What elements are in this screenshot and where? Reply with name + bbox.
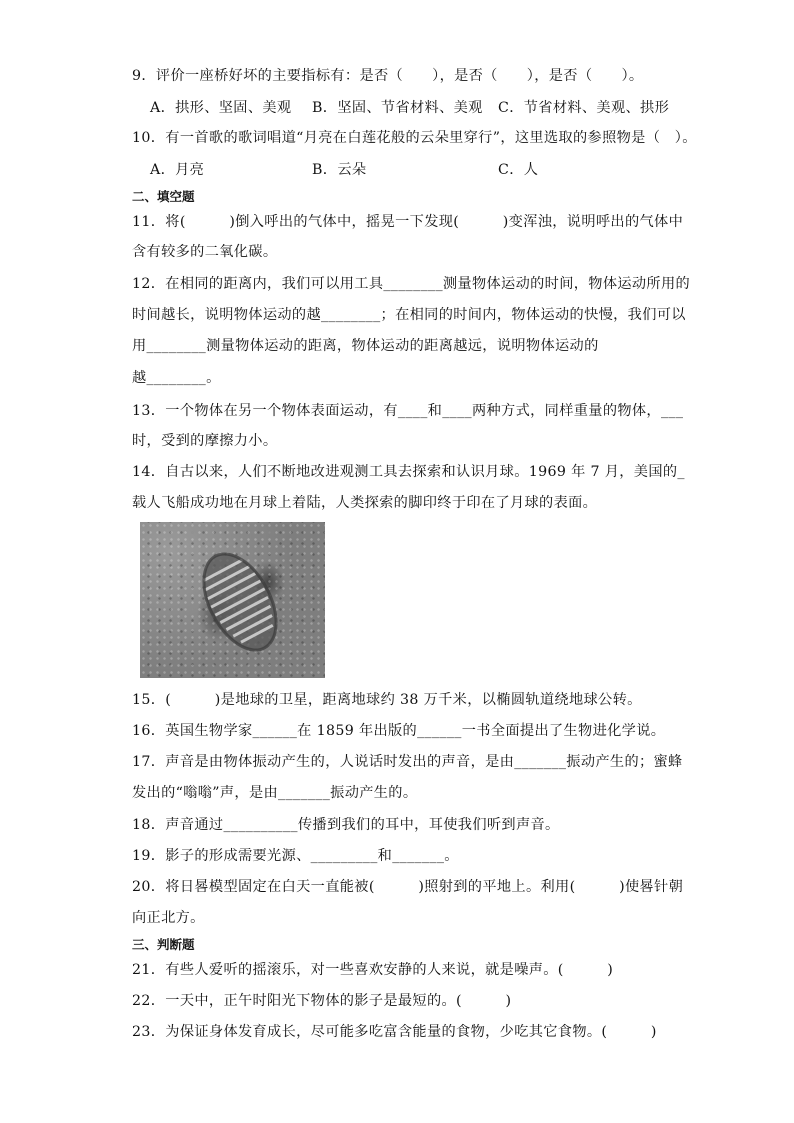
question-20-line-2: 向正北方。 — [132, 910, 205, 926]
question-21: 21．有些人爱听的摇滚乐，对一些喜欢安静的人来说，就是噪声。( ) — [132, 962, 614, 978]
question-10-option-c: C．人 — [498, 162, 539, 178]
question-10-option-b: B．云朵 — [312, 162, 367, 178]
question-12-line-3: 用________测量物体运动的距离，物体运动的距离越远，说明物体运动的 — [132, 338, 599, 354]
question-9-option-a: A．拱形、坚固、美观 — [150, 100, 292, 116]
question-20-line-1: 20．将日晷模型固定在白天一直能被( )照射到的平地上。利用( )使晷针朝 — [132, 879, 684, 895]
section-heading-fill-in: 二、填空题 — [132, 189, 195, 204]
question-10-option-a: A．月亮 — [150, 162, 205, 178]
question-11-line-2: 含有较多的二氧化碳。 — [132, 244, 278, 260]
question-13-line-1: 13．一个物体在另一个物体表面运动，有____和____两种方式，同样重量的物体，___ — [132, 403, 684, 419]
question-16: 16．英国生物学家______在 1859 年出版的______一书全面提出了生物进化学说。 — [132, 723, 666, 739]
section-heading-true-false: 三、判断题 — [132, 937, 195, 952]
question-23: 23．为保证身体发育成长，尽可能多吃富含能量的食物，少吃其它食物。( ) — [132, 1024, 657, 1040]
question-10-stem: 10．有一首歌的歌词唱道“月亮在白莲花般的云朵里穿行”，这里选取的参照物是（ ）。 — [132, 130, 697, 146]
question-9-stem: 9．评价一座桥好坏的主要指标有：是否（ ），是否（ ），是否（ ）。 — [132, 68, 644, 84]
question-17-line-1: 17．声音是由物体振动产生的，人说话时发出的声音，是由_______振动产生的；蜜蜂 — [132, 754, 683, 770]
question-12-line-1: 12．在相同的距离内，我们可以用工具________测量物体运动的时间，物体运动所用的 — [132, 276, 691, 292]
question-9-option-c: C．节省材料、美观、拱形 — [498, 100, 670, 116]
question-9-option-b: B．坚固、节省材料、美观 — [312, 100, 483, 116]
question-17-line-2: 发出的“嗡嗡”声，是由_______振动产生的。 — [132, 785, 418, 801]
question-19: 19．影子的形成需要光源、_________和_______。 — [132, 848, 459, 864]
question-14-line-1: 14．自古以来，人们不断地改进观测工具去探索和认识月球。1969 年 7 月，美国的_ — [132, 464, 685, 480]
question-18: 18．声音通过__________传播到我们的耳中，耳使我们听到声音。 — [132, 817, 560, 833]
question-15: 15．( )是地球的卫星，距离地球约 38 万千米，以椭圆轨道绕地球公转。 — [132, 692, 642, 708]
question-22: 22．一天中，正午时阳光下物体的影子是最短的。( ) — [132, 993, 512, 1009]
question-11-line-1: 11．将( )倒入呼出的气体中，摇晃一下发现( )变浑浊，说明呼出的气体中 — [132, 214, 684, 230]
question-12-line-2: 时间越长，说明物体运动的越________；在相同的时间内，物体运动的快慢，我们可以 — [132, 307, 686, 323]
footprint-on-moon-photo — [140, 522, 325, 678]
bootprint-icon — [140, 522, 325, 678]
question-13-line-2: 时，受到的摩擦力小。 — [132, 433, 278, 449]
question-14-line-2: 载人飞船成功地在月球上着陆，人类探索的脚印终于印在了月球的表面。 — [132, 495, 598, 511]
question-12-line-4: 越________。 — [132, 370, 221, 386]
